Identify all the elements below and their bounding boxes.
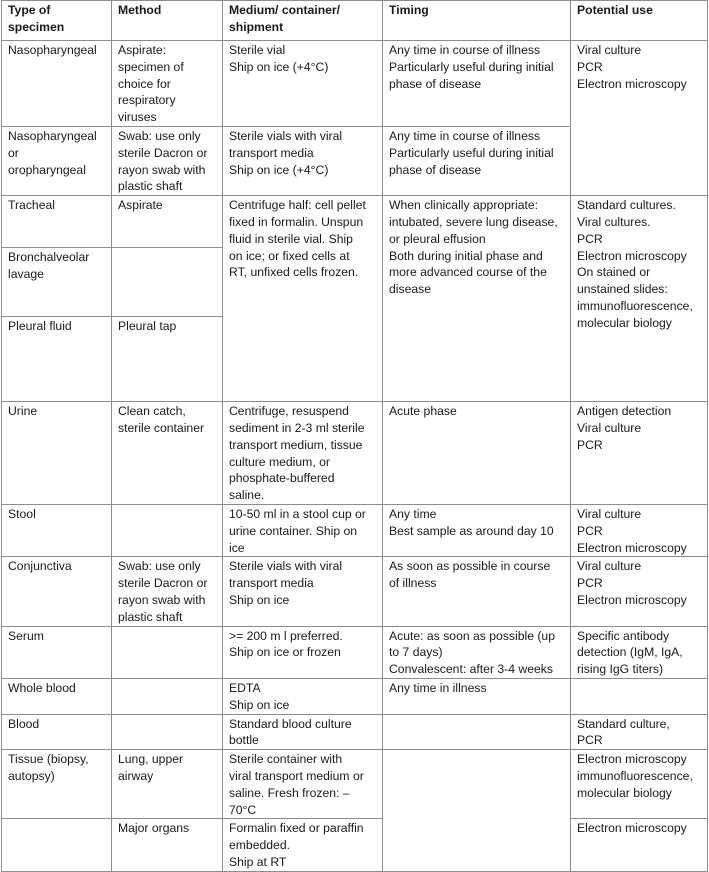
cell-medium [223, 626, 383, 678]
cell-text-line: Viral culture [577, 506, 642, 521]
cell-text-line: Conjunctiva [8, 559, 72, 574]
cell-text-line: more advanced course of the [389, 265, 547, 280]
cell-text-line: Major organs [118, 821, 190, 836]
cell-use [571, 557, 708, 626]
cell-use [571, 196, 708, 402]
cell-text-line: transport medium, tissue [229, 437, 363, 452]
cell-text-line: Acute: as soon as possible (up [389, 628, 555, 643]
cell-text-line: Whole blood [8, 680, 76, 695]
cell-text-line: phase of disease [389, 162, 482, 177]
cell-text-line: Sterile vials with viral [229, 128, 343, 143]
cell-text-line: Standard cultures. [577, 198, 676, 213]
cell-text-line: Sterile vials with viral [229, 559, 343, 574]
cell-text-line: sterile Dacron or [118, 145, 208, 160]
cell-text-line: immunofluorescence, [577, 768, 693, 783]
cell-text-line: molecular biology [577, 315, 672, 330]
cell-text-line: As soon as possible in course [389, 559, 551, 574]
cell-text-line: Any time in course of illness [389, 43, 541, 57]
cell-text-line: PCR [577, 59, 603, 74]
cell-text-line: Ship on ice (+4°C) [229, 162, 329, 177]
cell-text-line: Any time [389, 506, 437, 521]
cell-text-line: Ship on ice [229, 592, 290, 607]
cell-text-line: Nasopharyngeal [8, 128, 97, 143]
cell-method [112, 714, 223, 750]
table-row [2, 41, 708, 127]
cell-timing [383, 557, 571, 626]
cell-text-line: Ship on ice (+4°C) [229, 59, 329, 74]
cell-text-line: immunofluorescence, [577, 298, 693, 313]
header-method [112, 1, 223, 41]
cell-text-line: Viral culture [577, 559, 642, 574]
cell-method [112, 41, 223, 127]
cell-text-line: viruses [118, 110, 157, 125]
cell-text-line: Tracheal [8, 198, 55, 213]
cell-type [2, 248, 112, 317]
cell-use [571, 750, 708, 819]
cell-text-line: Urine [8, 404, 38, 419]
header-timing [383, 1, 571, 41]
cell-type [2, 678, 112, 714]
cell-text-line: choice for [118, 76, 171, 91]
cell-text-line: phase of disease [389, 76, 482, 91]
cell-text-line: Sterile vial [229, 43, 286, 57]
cell-medium [223, 819, 383, 871]
cell-text-line: Viral culture [577, 420, 642, 435]
cell-use [571, 714, 708, 750]
cell-use [571, 402, 708, 505]
cell-text-line: Electron microscopy [577, 592, 687, 607]
table-row [2, 678, 708, 714]
cell-text-line: Pleural tap [118, 319, 177, 334]
cell-medium [223, 504, 383, 556]
cell-use [571, 819, 708, 871]
cell-method [112, 750, 223, 819]
cell-text-line: Standard blood culture [229, 716, 352, 731]
cell-text-line: shipment [229, 19, 284, 34]
cell-text-line: Formalin fixed or paraffin [229, 821, 364, 836]
cell-method [112, 557, 223, 626]
cell-text-line: Ship on ice or frozen [229, 645, 341, 660]
cell-text-line: On stained or [577, 265, 651, 280]
cell-timing [383, 626, 571, 678]
cell-text-line: or pleural effusion [389, 231, 486, 246]
cell-method [112, 402, 223, 505]
cell-text-line: transport media [229, 145, 314, 160]
cell-text-line: Centrifuge, resuspend [229, 404, 349, 419]
cell-timing [383, 504, 571, 556]
cell-medium [223, 402, 383, 505]
cell-text-line: autopsy) [8, 768, 55, 783]
cell-medium [223, 126, 383, 195]
cell-timing [383, 196, 571, 402]
cell-text-line: Acute phase [389, 404, 457, 419]
cell-timing [383, 402, 571, 505]
cell-text-line: respiratory [118, 93, 176, 108]
cell-type [2, 626, 112, 678]
cell-text-line: Clean catch, [118, 404, 186, 419]
cell-text-line: EDTA [229, 680, 261, 695]
cell-text-line: Any time in illness [389, 680, 487, 695]
cell-text-line: sediment in 2-3 ml sterile [229, 420, 365, 435]
cell-use [571, 504, 708, 556]
table-row [2, 714, 708, 750]
header-row [2, 1, 708, 41]
cell-method [112, 626, 223, 678]
cell-text-line: urine container. Ship on [229, 523, 358, 538]
cell-text-line: Serum [8, 628, 44, 643]
cell-text-line: Nasopharyngeal [8, 43, 97, 57]
table-row [2, 750, 708, 819]
table-row [2, 196, 708, 248]
cell-text-line: sterile Dacron or [118, 576, 208, 591]
cell-text-line: lavage [8, 266, 44, 281]
cell-text-line: Medium/ container/ [229, 3, 341, 17]
cell-text-line: Pleural fluid [8, 319, 72, 334]
cell-text-line: rising IgG titers) [577, 662, 664, 677]
cell-text-line: of illness [389, 576, 437, 591]
cell-text-line: disease [389, 282, 432, 297]
cell-text-line: culture medium, or [229, 454, 330, 469]
cell-text-line: saline. Fresh frozen: – [229, 785, 350, 800]
cell-text-line: Particularly useful during initial [389, 145, 554, 160]
cell-text-line: Electron microscopy [577, 752, 687, 767]
cell-text-line: Antigen detection [577, 404, 672, 419]
cell-text-line: specimen [8, 19, 65, 34]
cell-text-line: When clinically appropriate: [389, 198, 539, 213]
cell-text-line: Specific antibody [577, 628, 670, 643]
cell-text-line: specimen of [118, 59, 184, 74]
cell-text-line: PCR [577, 576, 603, 591]
cell-text-line: Viral cultures. [577, 214, 651, 229]
cell-type [2, 402, 112, 505]
cell-text-line: PCR [577, 437, 603, 452]
table-row [2, 402, 708, 505]
cell-text-line: PCR [577, 523, 603, 538]
table-row [2, 819, 708, 871]
cell-text-line: or [8, 145, 19, 160]
cell-text-line: 10-50 ml in a stool cup or [229, 506, 366, 521]
cell-medium [223, 678, 383, 714]
cell-method [112, 126, 223, 195]
header-use [571, 1, 708, 41]
cell-text-line: rayon swab with [118, 592, 206, 607]
header-type [2, 1, 112, 41]
cell-timing [383, 41, 571, 127]
cell-type [2, 750, 112, 819]
cell-timing [383, 750, 571, 872]
cell-text-line: plastic shaft [118, 609, 183, 624]
cell-type [2, 196, 112, 248]
cell-type [2, 126, 112, 195]
cell-text-line: fixed in formalin. Unspun [229, 214, 364, 229]
cell-timing [383, 678, 571, 714]
cell-text-line: Best sample as around day 10 [389, 523, 554, 538]
cell-type [2, 714, 112, 750]
cell-text-line: Potential use [577, 3, 653, 17]
cell-text-line: Aspirate [118, 198, 163, 213]
cell-type [2, 819, 112, 871]
cell-text-line: Ship on ice [229, 697, 290, 712]
cell-text-line: intubated, severe lung disease, [389, 214, 558, 229]
cell-text-line: Electron microscopy [577, 248, 687, 263]
cell-text-line: Lung, upper [118, 752, 184, 767]
cell-text-line: Particularly useful during initial [389, 59, 554, 74]
cell-medium [223, 41, 383, 127]
cell-text-line: Electron microscopy [577, 76, 687, 91]
cell-text-line: fluid in sterile vial. Ship [229, 231, 353, 246]
cell-medium [223, 750, 383, 819]
cell-text-line: unstained slides: [577, 282, 668, 297]
cell-text-line: PCR [577, 733, 603, 748]
cell-method [112, 196, 223, 248]
cell-text-line: Electron microscopy [577, 821, 687, 836]
cell-text-line: Blood [8, 716, 40, 731]
cell-text-line: Sterile container with [229, 752, 343, 767]
cell-text-line: Type of [8, 3, 51, 17]
cell-text-line: bottle [229, 733, 259, 748]
cell-medium [223, 196, 383, 402]
cell-text-line: Method [118, 3, 162, 17]
cell-timing [383, 126, 571, 195]
cell-text-line: phosphate-buffered [229, 471, 335, 486]
cell-text-line: Stool [8, 506, 36, 521]
cell-text-line: Any time in course of illness [389, 128, 541, 143]
cell-text-line: Tissue (biopsy, [8, 752, 89, 767]
cell-text-line: Swab: use only [118, 128, 201, 143]
table-row [2, 504, 708, 556]
cell-text-line: sterile container [118, 420, 205, 435]
cell-method [112, 678, 223, 714]
table-row [2, 557, 708, 626]
cell-text-line: Convalescent: after 3-4 weeks [389, 662, 553, 677]
cell-text-line: Timing [389, 3, 429, 17]
table-row [2, 626, 708, 678]
cell-text-line: to 7 days) [389, 645, 443, 660]
header-medium [223, 1, 383, 41]
cell-text-line: rayon swab with [118, 162, 206, 177]
cell-text-line: >= 200 m l preferred. [229, 628, 343, 643]
cell-text-line: viral transport medium or [229, 768, 364, 783]
specimen-table [1, 0, 708, 872]
cell-medium [223, 714, 383, 750]
cell-text-line: oropharyngeal [8, 162, 86, 177]
cell-text-line: embedded. [229, 838, 290, 853]
cell-text-line: Centrifuge half: cell pellet [229, 198, 366, 213]
cell-timing [383, 714, 571, 750]
cell-type [2, 41, 112, 127]
cell-text-line: transport media [229, 576, 314, 591]
cell-text-line: Aspirate: [118, 43, 167, 57]
cell-text-line: PCR [577, 231, 603, 246]
cell-method [112, 317, 223, 402]
cell-text-line: Electron microscopy [577, 540, 687, 555]
cell-type [2, 317, 112, 402]
cell-text-line: Ship at RT [229, 854, 287, 869]
cell-text-line: ice [229, 540, 245, 555]
cell-text-line: Standard culture, [577, 716, 670, 731]
cell-text-line: Swab: use only [118, 559, 201, 574]
cell-text-line: Bronchalveolar [8, 250, 90, 265]
cell-text-line: Viral culture [577, 43, 642, 57]
cell-use [571, 678, 708, 714]
cell-text-line: detection (IgM, IgA, [577, 645, 683, 660]
cell-medium [223, 557, 383, 626]
cell-text-line: Both during initial phase and [389, 248, 543, 263]
cell-type [2, 504, 112, 556]
cell-use [571, 626, 708, 678]
cell-method [112, 504, 223, 556]
cell-text-line: airway [118, 768, 154, 783]
cell-type [2, 557, 112, 626]
cell-text-line: on ice; or fixed cells at [229, 248, 350, 263]
cell-text-line: saline. [229, 488, 265, 503]
cell-text-line: molecular biology [577, 785, 672, 800]
cell-use [571, 41, 708, 196]
cell-method [112, 248, 223, 317]
cell-method [112, 819, 223, 871]
cell-text-line: RT, unfixed cells frozen. [229, 265, 359, 280]
cell-text-line: 70°C [229, 802, 257, 817]
cell-text-line: plastic shaft [118, 179, 183, 194]
